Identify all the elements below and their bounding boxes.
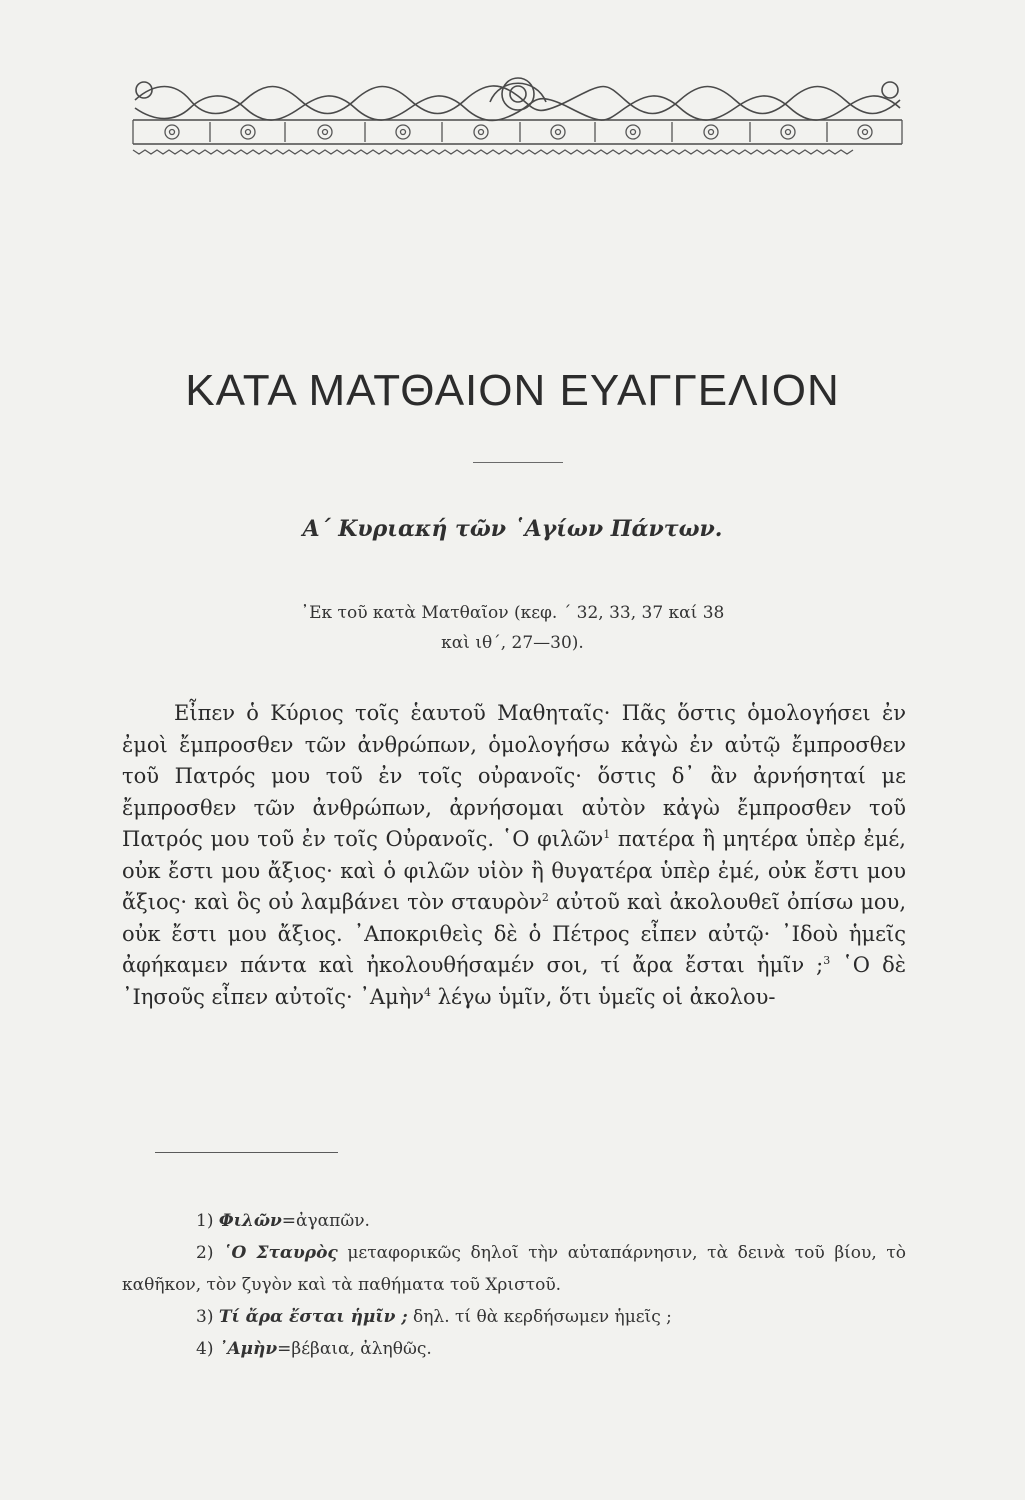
decorative-header-ornament — [130, 72, 905, 162]
gospel-text-part-5: λέγω ὑμῖν, ὅτι ὑμεῖς οἱ ἀκολου- — [431, 984, 776, 1009]
title-divider — [473, 462, 563, 463]
gospel-text-part-1: Εἶπεν ὁ Κύριος τοῖς ἑαυτοῦ Μαθηταῖς· Πᾶς ὅστις ὁμολογήσει ἐν ἐμοὶ ἔμπροσθεν τῶν ἀνθρώπων, ὁμολογήσω κἀγὼ ἐν αὐτῷ ἔμπροσθεν τοῦ Πατρός μου τοῦ ἐν τοῖς οὐρανοῖς· ὅστις δ᾿ ἂν ἀρνήσηταί με ἔμπροσθεν τῶν ἀνθρώπων, ἀρνήσομαι αὐτὸν κἀγὼ ἔμπροσθεν τοῦ Πατρός μου τοῦ ἐν τοῖς Οὐρανοῖς. ῾Ο φιλῶν — [122, 701, 906, 851]
footnote-separator — [155, 1152, 338, 1153]
footnote-number: 1) — [196, 1211, 214, 1231]
footnote-text: δηλ. τί θὰ κερδήσωμεν ἡμεῖς ; — [407, 1307, 672, 1327]
footnote-term: Τί ἄρα ἔσται ἡμῖν ; — [218, 1307, 408, 1327]
footnote-3 — [122, 1301, 906, 1333]
footnote-number: 2) — [196, 1243, 214, 1263]
footnote-marker-3: 3 — [823, 954, 831, 967]
scripture-reference-line-2: καὶ ιθ΄, 27—30). — [441, 633, 584, 653]
footnote-marker-2: 2 — [541, 891, 549, 904]
page-title: ΚΑΤΑ ΜΑΤΘΑΙΟΝ ΕΥΑΓΓΕΛΙΟΝ — [185, 366, 840, 415]
footnote-marker-4: 4 — [424, 985, 432, 999]
footnote-2 — [122, 1237, 906, 1301]
footnote-4 — [122, 1333, 906, 1365]
footnote-number: 3) — [196, 1307, 214, 1327]
footnote-term: Φιλῶν — [218, 1211, 282, 1231]
footnote-text: μεταφορικῶς δηλοῖ τὴν αὐταπάρνησιν, τὰ δεινὰ τοῦ βίου, τὸ καθῆκον, τὸν ζυγὸν καὶ τὰ παθήματα τοῦ Χριστοῦ. — [122, 1243, 907, 1295]
reading-subtitle: Α΄ Κυριακή τῶν ῾Αγίων Πάντων. — [302, 516, 723, 542]
footnote-text: =ἀγαπῶν. — [281, 1211, 370, 1231]
footnote-marker-1: 1 — [603, 828, 611, 841]
gospel-text — [122, 698, 906, 1013]
footnotes — [122, 1205, 906, 1365]
gospel-text-part-2: πατέρα ἢ μητέρα ὑπὲρ ἐμέ, οὐκ ἔστι μου ἄξιος· καὶ ὁ φιλῶν υἱὸν ἢ θυγατέρα ὑπὲρ ἐμέ, οὐκ ἔστι μου ἄξιος· καὶ ὃς οὐ λαμβάνει τὸν σταυρὸν — [122, 827, 906, 914]
gospel-text-part-4: ῾Ο δὲ ᾿Ιησοῦς εἶπεν αὐτοῖς· ᾿Αμὴν — [122, 953, 906, 1009]
scripture-reference — [0, 598, 1025, 658]
gospel-text-part-3: αὐτοῦ καὶ ἀκολουθεῖ ὀπίσω μου, οὐκ ἔστι μου ἄξιος. ᾿Αποκριθεὶς δὲ ὁ Πέτρος εἶπεν αὐτῷ· ᾿Ιδοὺ ἡμεῖς ἀφήκαμεν πάντα καὶ ἠκολουθήσαμέν σοι, τί ἄρα ἔσται ἡμῖν ; — [122, 890, 906, 977]
footnote-term: ᾿Αμὴν — [218, 1339, 278, 1359]
scripture-reference-line-1: ᾿Εκ τοῦ κατὰ Ματθαῖον (κεφ. ΄ 32, 33, 37 καί 38 — [300, 603, 725, 623]
footnote-term: ῾Ο Σταυρὸς — [223, 1243, 338, 1263]
footnote-1 — [122, 1205, 906, 1237]
footnote-number: 4) — [196, 1339, 214, 1359]
footnote-text: =βέβαια, ἀληθῶς. — [277, 1339, 432, 1359]
